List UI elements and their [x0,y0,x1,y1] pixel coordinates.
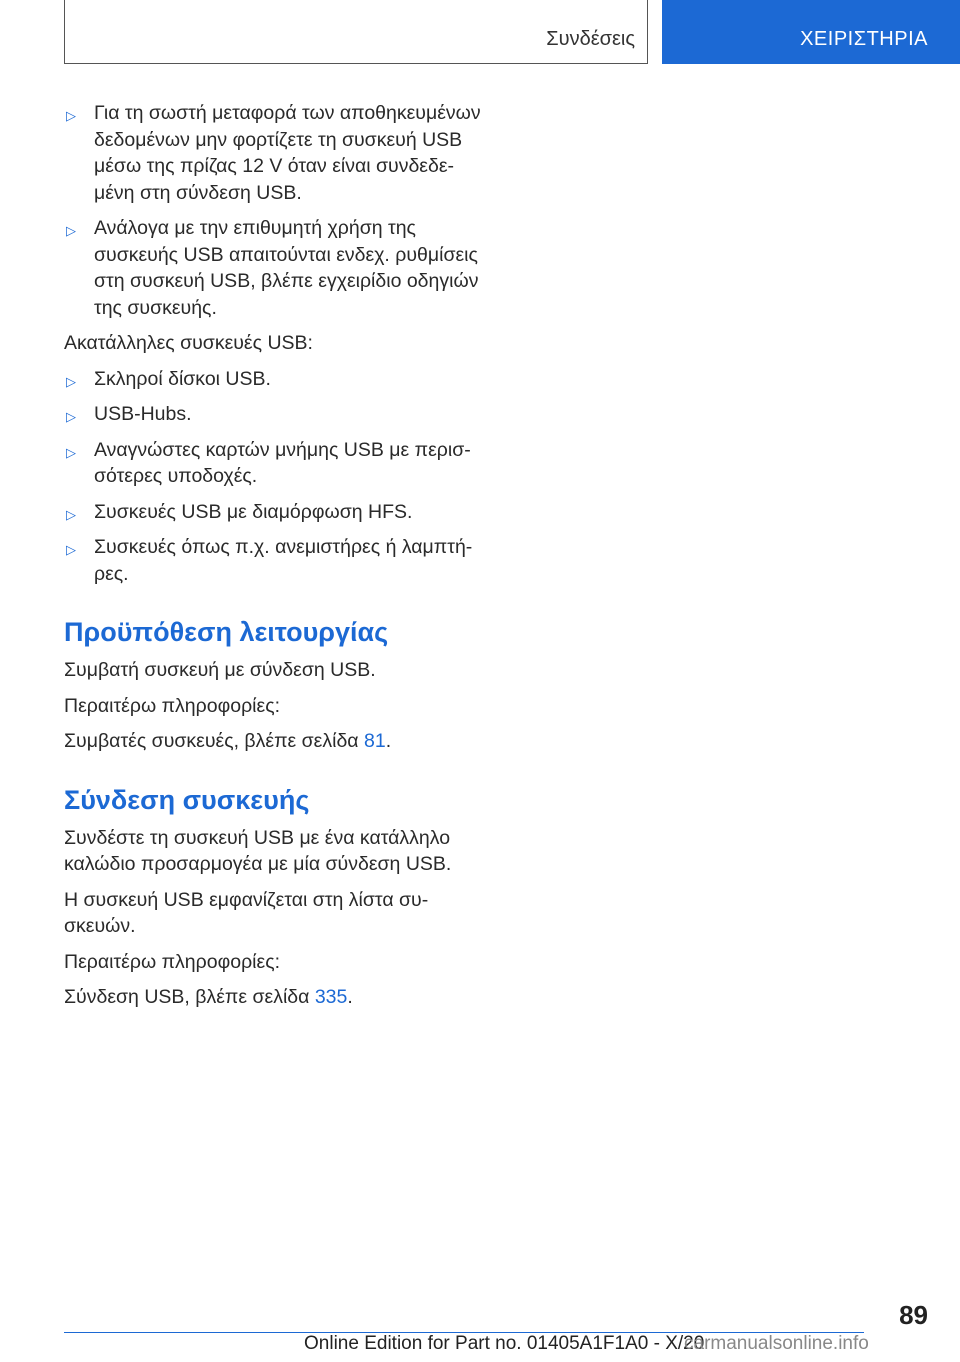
watermark: carmanualsonline.info [684,1333,869,1354]
triangle-right-icon: ▷ [66,373,76,389]
list-item [64,366,484,393]
page-reference-link[interactable]: 81 [364,730,386,752]
paragraph-with-reference [64,728,484,755]
triangle-right-icon: ▷ [66,444,76,460]
reference-end: . [385,730,392,752]
paragraph: Συνδέστε τη συσκευή USB με ένα κατάλληλο καλώδιο προσαρμογέα με μία σύνδεση USB. [64,826,452,875]
list-item-text: Για τη σωστή μεταφορά των αποθηκευμένων δεδομένων μην φορτίζετε τη συσκευή USB μέσω της πρίζας 12 V όταν είναι συνδεδε‐ μένη στη σύνδεση USB. [94,102,481,204]
list-item [64,401,484,428]
triangle-right-icon: ▷ [66,223,76,238]
list-item-text: Συσκευές όπως π.χ. ανεμιστήρες ή λαμπτή‐ ρες. [94,536,473,585]
list-item-text: Ανάλογα με την επιθυμητή χρήση της συσκευής USB απαιτούνται ενδεχ. ρυθμίσεις στη συσκευή USB, βλέπε εγχειρίδιο οδηγιών της συσκευής. [94,217,479,319]
unsuitable-devices-label: Ακατάλληλες συσκευές USB: [64,332,313,354]
list-item-text: Σκληροί δίσκοι USB. [94,367,271,390]
reference-end: . [347,986,353,1008]
list-item [64,499,484,526]
triangle-right-icon: ▷ [66,506,76,522]
list-item-text: USB-Hubs. [94,403,192,425]
triangle-right-icon: ▷ [66,542,76,557]
reference-text: Συμβατές συσκευές, βλέπε σελίδα [64,730,365,752]
paragraph: Περαιτέρω πληροφορίες: [64,694,281,717]
section-heading-prerequisites: Προϋπόθεση λειτουργίας [64,617,389,647]
header-section-tab [662,0,960,64]
list-item-text: Αναγνώστες καρτών μνήμης USB με περισ‐ σότερες υποδοχές. [94,438,471,487]
section-heading-connect-device: Σύνδεση συσκευής [64,784,310,815]
list-item [64,215,484,321]
page-number: 89 [899,1300,928,1330]
reference-text: Σύνδεση USB, βλέπε σελίδα [64,986,315,1008]
triangle-right-icon: ▷ [66,108,76,123]
triangle-right-icon: ▷ [66,409,76,424]
paragraph: Η συσκευή USB εμφανίζεται στη λίστα συ‐ σκευών. [64,888,429,937]
paragraph: Συμβατή συσκευή με σύνδεση USB. [64,659,376,681]
page-reference-link[interactable]: 335 [314,986,348,1008]
header-chapter-box [64,0,648,64]
paragraph-with-reference [64,984,484,1011]
footer-edition-text: Online Edition for Part no. 01405A1F1A0 - X/20 [304,1333,705,1354]
main-content [64,100,484,1020]
list-item [64,534,484,587]
list-item-text: Συσκευές USB με διαμόρφωση HFS. [94,500,413,523]
paragraph: Περαιτέρω πληροφορίες: [64,950,281,973]
header-section-title: ΧΕΙΡΙΣΤΗΡΙΑ [800,28,928,50]
header-chapter-title: Συνδέσεις [546,28,635,50]
list-item [64,437,484,490]
list-item [64,100,484,206]
